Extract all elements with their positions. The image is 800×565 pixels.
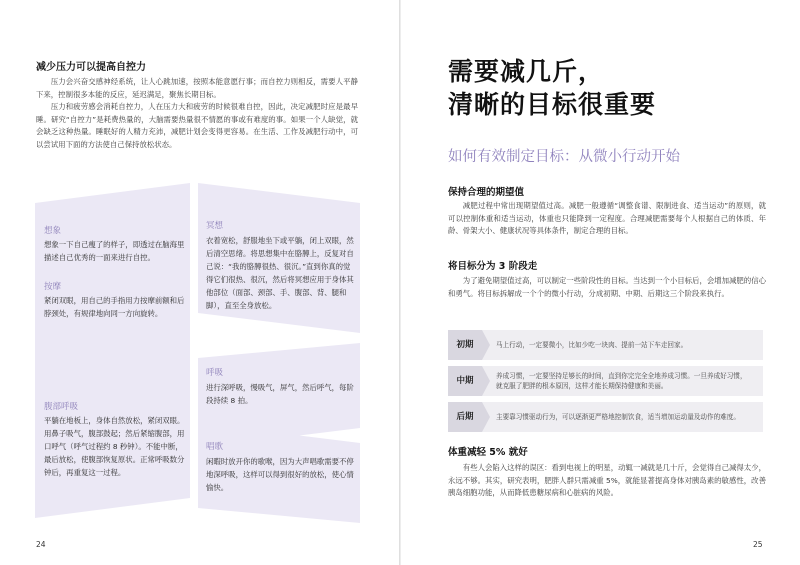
page-title-line-2: 清晰的目标很重要 [448,90,657,119]
method-text-massage: 紧闭双眼，用自己的手指用力按摩前额和后脖颈处，有规律地向同一方向旋转。 [44,296,185,318]
intro-text [36,76,358,152]
intro-paragraph-2: 压力和疲劳感会消耗自控力，人在压力大和疲劳的时候很难自控，因此，决定减肥时应是最早睡。研究“自控力”是耗费热量的，大脑需要热量很不情愿的事或有难度的事。如果一个人缺觉，就会缺乏这种热量。睡眠好的人精力充沛，减肥计划会变得更容易。在生活、工作及减肥行动中，可以尝试用下面的方法使自己保持放松状态。 [36,102,358,149]
method-text-sing: 闲暇时放开你的歌喉，因为大声唱歌需要不停地深呼吸，这样可以得到很好的放松，使心情愉快。 [206,457,354,492]
section-title-three-stages: 将目标分为 3 阶段走 [448,261,538,272]
method-title-meditate: 冥想 [206,221,224,231]
method-title-sing: 唱歌 [206,442,224,452]
method-text-belly-breathing: 平躺在地板上，身体自然放松，紧闭双眼。用鼻子吸气，腹部鼓起；然后紧缩腹部，用口呼气（呼气过程约 8 秒钟）。不能中断，最后放松，使腹部恢复原状。正常呼吸数分钟后，再重复这一过程。 [44,416,185,477]
page-number-right: 25 [753,540,763,549]
method-text-breathe: 进行深呼吸，慢吸气，屏气，然后呼气，每阶段持续 8 拍。 [206,383,354,405]
stage-row-middle [448,366,763,396]
page-title [448,55,656,121]
stage-row-early [448,330,763,360]
stage-tag-middle: 中期 [448,366,482,396]
stage-text-middle: 养成习惯，一定要坚持足够长的时间，直到你完完全全地养成习惯。一旦养成好习惯，就克服了肥胖的根本原因，这样才能长期保持健康和美丽。 [496,371,747,390]
right-page [400,0,800,565]
method-title-breathe: 呼吸 [206,368,224,378]
stage-text-late: 主要靠习惯驱动行为，可以逐渐更严格地控制饮食，适当增加运动量及动作的难度。 [496,412,740,421]
stage-tag-late: 后期 [448,402,482,432]
section-title-lose-five-percent: 体重减轻 5% 就好 [448,447,528,458]
section-paragraph-three-stages: 为了避免期望值过高，可以制定一些阶段性的目标。当达到一个小目标后，会增加减肥的信心和勇气。将目标拆解成一个个的微小行动，分成初期、中期、后期这三个阶段来执行。 [448,276,766,298]
stage-row-late [448,402,763,432]
section-text-expectation [448,200,766,238]
page-title-line-1: 需要减几斤， [448,57,605,86]
page-number-left: 24 [36,540,46,549]
stage-tag-early: 初期 [448,330,482,360]
intro-paragraph-1: 压力会兴奋交感神经系统，让人心跳加速，按照本能意愿行事；而自控力则相反，需要人平静下来，控制很多本能的反应，延迟满足，聚焦长期目标。 [36,77,358,99]
section-paragraph-expectation: 减肥过程中常出现期望值过高。减肥一般遵循“调整食谱、限制进食、适当运动”的原则，就可以控制体重和适当运动，体重也只能降到一定程度。合理减肥需要每个人根据自己的体质、年龄、骨架大小、健康状况等具体条件，制定合理的目标。 [448,201,766,236]
method-text-imagine: 想象一下自己瘦了的样子，即透过在脑海里描述自己优秀的一面来进行自控。 [44,240,185,262]
method-title-belly-breathing: 腹部呼吸 [44,402,79,412]
relax-methods-grid [30,178,390,523]
section-text-three-stages [448,275,766,300]
method-title-massage: 按摩 [44,282,62,292]
section-title-expectation: 保持合理的期望值 [448,187,525,198]
method-title-imagine: 想象 [44,226,62,236]
section-title: 减少压力可以提高自控力 [36,62,146,73]
section-paragraph-lose-five-percent: 有些人会陷入这样的误区：看到电视上的明星，动辄一减就是几十斤，会觉得自己减得太少，永远不够。其实，研究表明，肥胖人群只需减重 5%，就能显著提高身体对胰岛素的敏感性，改善胰岛细胞功能，从而降低患糖尿病和心脏病的风险。 [448,463,766,498]
section-text-lose-five-percent [448,462,766,500]
stage-text-early: 马上行动，一定要微小，比如少吃一块肉、提前一站下车走回家。 [496,340,688,349]
page-subtitle: 如何有效制定目标：从微小行动开始 [448,149,680,165]
method-text-meditate: 衣着宽松，舒服地坐下或平躺，闭上双眼，然后清空思绪。将思想集中在胳膊上，反复对自己说：“我的胳膊很热、很沉。”直到你真的觉得它们很热、很沉，然后将冥想应用于身体其他部位（面部、颈部、手、腹部、背、腿和脚），直至全身放松。 [206,236,354,310]
